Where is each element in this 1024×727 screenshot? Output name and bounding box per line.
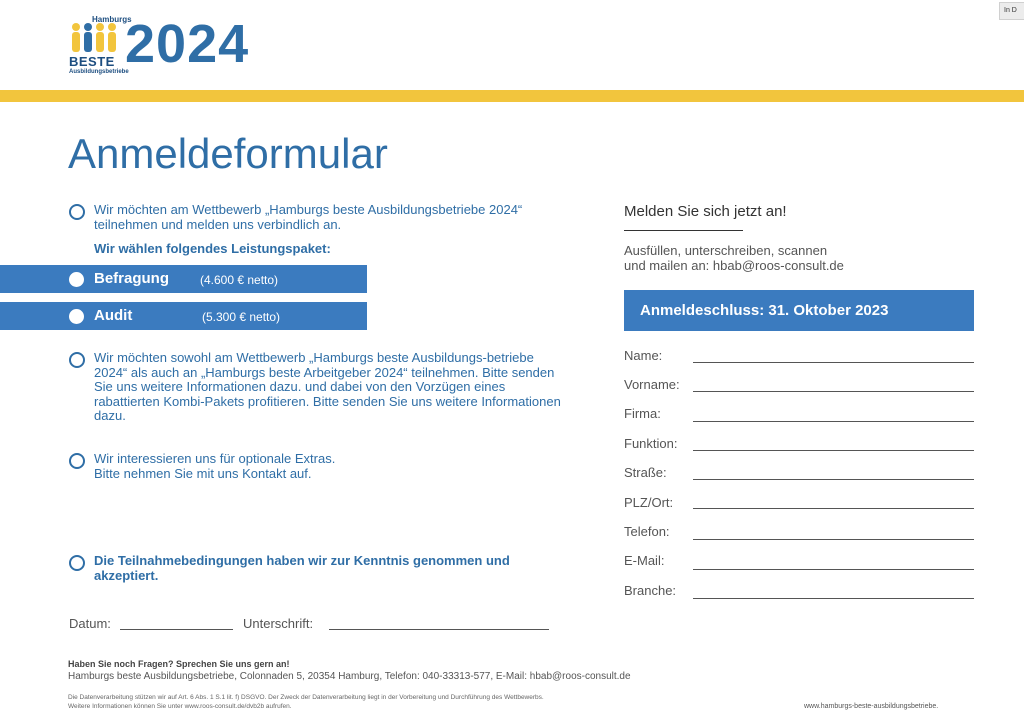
logo-year: 2024 bbox=[125, 14, 250, 74]
logo-subtitle: Ausbildungsbetriebe bbox=[69, 69, 129, 75]
field-input-vorname[interactable] bbox=[693, 391, 974, 392]
option-extras-text: Wir interessieren uns für optionale Extras. Bitte nehmen Sie mit uns Kontakt auf. bbox=[94, 451, 336, 481]
radio-befragung[interactable] bbox=[69, 272, 84, 287]
footer-url[interactable]: www.hamburgs-beste-ausbildungsbetriebe. bbox=[804, 703, 939, 710]
deadline-text: Anmeldeschluss: 31. Oktober 2023 bbox=[640, 302, 889, 319]
logo-figures-icon bbox=[70, 22, 118, 54]
register-info-line-2: und mailen an: hbab@roos-consult.de bbox=[624, 258, 844, 273]
field-label-email: E-Mail: bbox=[624, 553, 665, 568]
package-audit-price: (5.300 € netto) bbox=[202, 310, 281, 324]
radio-audit[interactable] bbox=[69, 309, 84, 324]
footer-address: Hamburgs beste Ausbildungsbetriebe, Colonnaden 5, 20354 Hamburg, Telefon: 040-33313-577, E-Mail: hbab@roos-consult.de bbox=[68, 671, 631, 682]
register-heading: Melden Sie sich jetzt an! bbox=[624, 203, 787, 220]
package-audit[interactable] bbox=[0, 302, 367, 330]
register-heading-underline bbox=[624, 230, 743, 231]
field-input-name[interactable] bbox=[693, 362, 974, 363]
footer-privacy bbox=[68, 693, 544, 711]
radio-wettbewerb[interactable] bbox=[69, 204, 85, 220]
package-befragung[interactable] bbox=[0, 265, 367, 293]
logo-top-text: Hamburgs bbox=[92, 15, 132, 24]
date-label: Datum: bbox=[69, 616, 111, 631]
field-label-vorname: Vorname: bbox=[624, 377, 680, 392]
radio-kombi[interactable] bbox=[69, 352, 85, 368]
header-divider bbox=[0, 90, 1024, 102]
field-input-branche[interactable] bbox=[693, 598, 974, 599]
corner-tab[interactable]: In D bbox=[999, 2, 1024, 20]
option-bedingungen-text: Die Teilnahmebedingungen haben wir zur Kenntnis genommen und akzeptiert. bbox=[94, 553, 510, 583]
option-wettbewerb-text: Wir möchten am Wettbewerb „Hamburgs beste Ausbildungsbetriebe 2024“ teilnehmen und melden uns verbindlich an. bbox=[94, 202, 523, 232]
option-kombi-text: Wir möchten sowohl am Wettbewerb „Hamburgs beste Ausbildungs-betriebe 2024“ als auch an „Hamburgs beste Arbeitgeber 2024“ teilnehmen. Bitte senden Sie uns weitere Informationen dazu. und dabei von den Vorzügen eines rabattierten Kombi-Pakets profitieren. Bitte senden Sie uns weitere Informationen dazu. bbox=[94, 350, 561, 423]
radio-bedingungen[interactable] bbox=[69, 555, 85, 571]
package-befragung-label: Befragung bbox=[94, 270, 169, 287]
signature-input-line[interactable] bbox=[329, 629, 549, 630]
field-input-plz-ort[interactable] bbox=[693, 508, 974, 509]
register-info-line-1: Ausfüllen, unterschreiben, scannen bbox=[624, 243, 828, 258]
field-input-telefon[interactable] bbox=[693, 539, 974, 540]
field-input-funktion[interactable] bbox=[693, 450, 974, 451]
field-label-funktion: Funktion: bbox=[624, 436, 678, 451]
radio-extras[interactable] bbox=[69, 453, 85, 469]
package-heading: Wir wählen folgendes Leistungspaket: bbox=[94, 241, 331, 256]
field-input-firma[interactable] bbox=[693, 421, 974, 422]
signature-label: Unterschrift: bbox=[243, 616, 314, 631]
register-info bbox=[624, 243, 844, 273]
package-audit-label: Audit bbox=[94, 307, 133, 324]
field-label-name: Name: bbox=[624, 348, 663, 363]
footer-question: Haben Sie noch Fragen? Sprechen Sie uns gern an! bbox=[68, 659, 290, 669]
field-label-strasse: Straße: bbox=[624, 465, 667, 480]
field-input-email[interactable] bbox=[693, 569, 974, 570]
logo-beste: BESTE bbox=[69, 54, 115, 69]
field-label-plz-ort: PLZ/Ort: bbox=[624, 495, 674, 510]
field-label-firma: Firma: bbox=[624, 406, 661, 421]
field-input-strasse[interactable] bbox=[693, 479, 974, 480]
footer-privacy-line-2: Weitere Informationen können Sie unter www.roos-consult.de/dvb2b aufrufen. bbox=[68, 703, 292, 710]
page-title: Anmeldeformular bbox=[68, 130, 388, 177]
footer-privacy-line-1: Die Datenverarbeitung stützen wir auf Art. 6 Abs. 1 S.1 lit. f) DSGVO. Der Zweck der Datenverarbeitung liegt in der Vorbereitung und Durchführung des Wettbewerbs. bbox=[68, 694, 544, 701]
deadline-banner bbox=[624, 290, 974, 331]
package-befragung-price: (4.600 € netto) bbox=[200, 273, 279, 287]
field-label-telefon: Telefon: bbox=[624, 524, 670, 539]
field-label-branche: Branche: bbox=[624, 583, 677, 598]
date-input-line[interactable] bbox=[120, 629, 233, 630]
